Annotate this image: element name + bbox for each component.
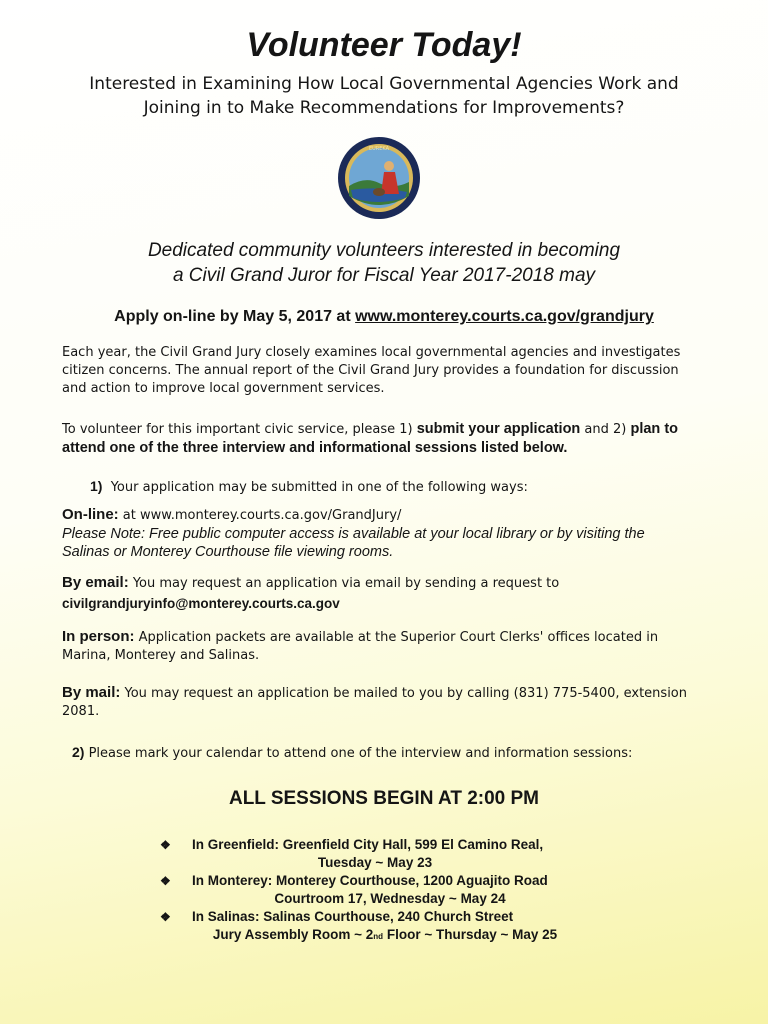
subtitle [0, 72, 768, 120]
volunteer-text-c: and 2) [580, 422, 631, 437]
session-greenfield-line-2: Tuesday ~ May 23 [317, 855, 433, 870]
apply-url-link[interactable]: www.monterey.courts.ca.gov/grandjury [355, 308, 654, 325]
step-1 [90, 478, 690, 495]
method-email [62, 574, 692, 613]
session-salinas-line-1: In Salinas: Salinas Courthouse, 240 Church Street [192, 909, 514, 924]
subtitle-line-2: Joining in to Make Recommendations for Improvements? [143, 98, 625, 118]
step-2-text: Please mark your calendar to attend one of the interview and information sessions: [88, 746, 633, 761]
in-person-label: In person: [62, 628, 135, 645]
intro-heading [0, 238, 768, 288]
step-1-text: Your application may be submitted in one of the following ways: [110, 480, 528, 495]
bullet-icon: ❖ [160, 838, 171, 852]
volunteer-text-d: plan to attend one of the three interview and informational sessions listed below. [62, 421, 679, 456]
sessions-heading: ALL SESSIONS BEGIN AT 2:00 PM [228, 788, 540, 809]
method-online [62, 506, 692, 561]
session-monterey [160, 872, 620, 908]
session-greenfield-line-1: In Greenfield: Greenfield City Hall, 599 El Camino Real, [192, 837, 544, 852]
in-person-text: Application packets are available at the Superior Court Clerks' offices located in Marina, Monterey and Salinas. [62, 630, 659, 663]
session-monterey-line-1: In Monterey: Monterey Courthouse, 1200 Aguajito Road [192, 873, 548, 888]
mail-text: You may request an application be mailed to you by calling (831) 775-5400, extension 2081. [62, 686, 688, 719]
session-salinas-line-2 [150, 926, 620, 946]
intro-line-1: Dedicated community volunteers interested in becoming [147, 240, 621, 261]
session-salinas-line-2-sup: nd [373, 932, 384, 941]
bullet-icon: ❖ [160, 874, 171, 888]
paragraph-description: Each year, the Civil Grand Jury closely examines local governmental agencies and investigates citizen concerns. The annual report of the Civil Grand Jury provides a foundation for discussion and action to improve local government services. [62, 345, 681, 396]
apply-prefix: Apply on-line by May 5, 2017 at [114, 308, 356, 325]
online-note: Please Note: Free public computer access is available at your local library or by visiting the Salinas or Monterey Courthouse file viewing rooms. [62, 526, 645, 560]
step-2 [72, 744, 712, 761]
email-label: By email: [62, 574, 129, 591]
bullet-icon: ❖ [160, 910, 171, 924]
method-in-person [62, 628, 692, 665]
step-1-number: 1) [90, 478, 103, 494]
session-salinas-line-2b: Floor ~ Thursday ~ May 25 [383, 927, 558, 942]
online-label: On-line: [62, 506, 119, 523]
mail-label: By mail: [62, 684, 121, 701]
email-address-link[interactable]: civilgrandjuryinfo@monterey.courts.ca.gov [62, 596, 340, 611]
volunteer-text-b: submit your application [416, 421, 581, 437]
email-text: You may request an application via email by sending a request to [128, 576, 560, 591]
paragraph-volunteer [62, 420, 692, 458]
volunteer-text-a: To volunteer for this important civic service, please 1) [62, 422, 417, 437]
intro-line-2: a Civil Grand Juror for Fiscal Year 2017-2018 may [172, 265, 596, 286]
page-title: Volunteer Today! [246, 26, 522, 64]
state-seal-icon [337, 136, 421, 220]
session-salinas [160, 908, 620, 946]
session-salinas-line-2a: Jury Assembly Room ~ 2 [212, 927, 374, 942]
step-2-number: 2) [72, 744, 85, 760]
session-greenfield [160, 836, 620, 872]
subtitle-line-1: Interested in Examining How Local Governmental Agencies Work and [89, 74, 679, 94]
apply-line [0, 308, 768, 326]
session-monterey-line-2: Courtroom 17, Wednesday ~ May 24 [274, 891, 506, 906]
online-text[interactable]: at www.monterey.courts.ca.gov/GrandJury/ [118, 508, 402, 523]
seal-text: EUREKA [368, 146, 390, 152]
method-mail [62, 684, 692, 721]
